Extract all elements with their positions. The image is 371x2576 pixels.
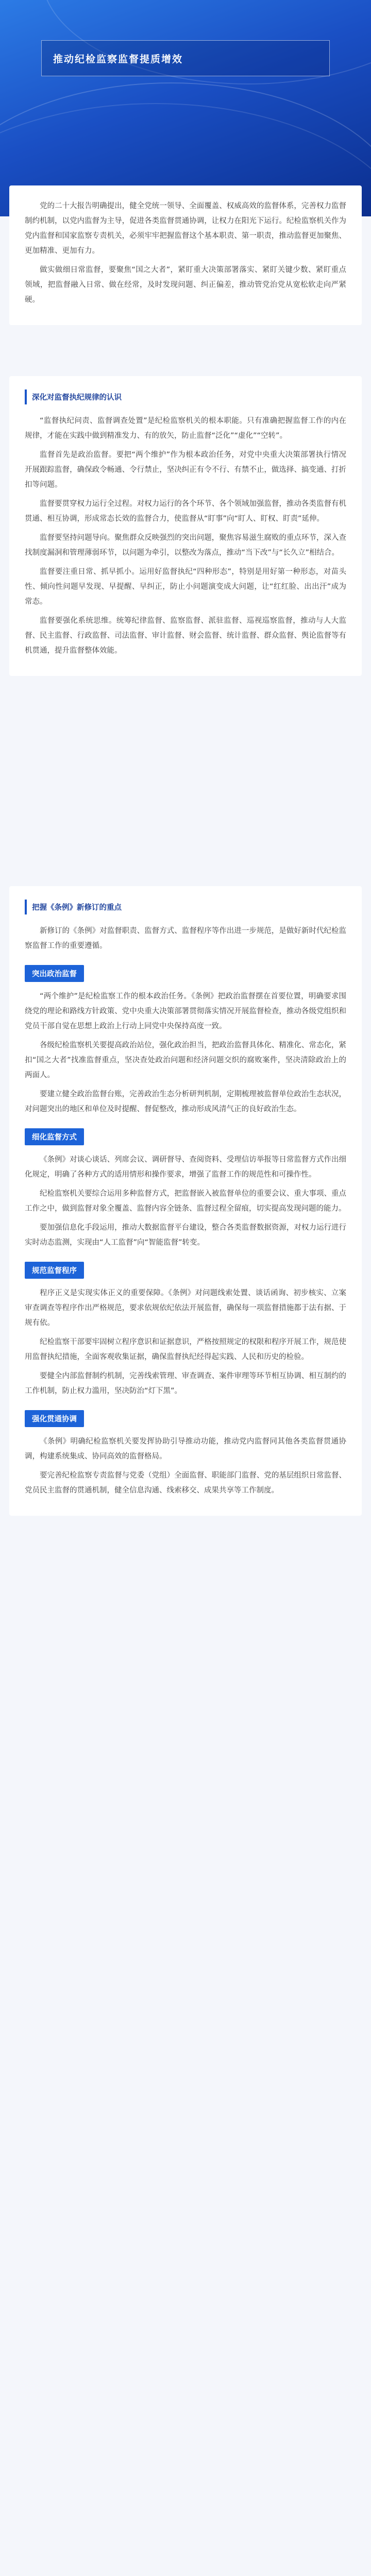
- section-1-paragraph: 监督要贯穿权力运行全过程。对权力运行的各个环节、各个领域加强监督，推动各类监督有机贯通、相互协调，形成常态长效的监督合力，使监督从“盯事”向“盯人、盯权、盯责”延伸。: [25, 500, 346, 523]
- section-2-subheading: 细化监督方式: [25, 1128, 84, 1145]
- section-1-paragraph: 监督首先是政治监督。要把“两个维护”作为根本政治任务，对党中央重大决策部署执行情况开展跟踪监督，确保政令畅通、令行禁止，坚决纠正有令不行、有禁不止，做选择、搞变通、打折扣等问题。: [25, 451, 346, 489]
- section-1-paragraph: “监督执纪问责、监督调查处置”是纪检监察机关的根本职能。只有准确把握监督工作的内在规律，才能在实践中做到精准发力、有的放矢，防止监督“泛化”“虚化”“空转”。: [25, 417, 346, 440]
- section-2-paragraph: “两个维护”是纪检监察工作的根本政治任务。《条例》把政治监督摆在首要位置，明确要求围绕党的理论和路线方针政策、党中央重大决策部署贯彻落实情况开展监督检查，推动各级党组织和党员干部自觉在思想上政治上行动上同党中央保持高度一致。: [25, 992, 346, 1030]
- section-2-paragraph: 《条例》对谈心谈话、列席会议、调研督导、查阅资料、受理信访举报等日常监督方式作出细化规定，明确了各种方式的适用情形和操作要求，增强了监督工作的规范性和可操作性。: [25, 1156, 346, 1179]
- section-2-subheading: 突出政治监督: [25, 965, 84, 982]
- intro-paragraph: 党的二十大报告明确提出，健全党统一领导、全面覆盖、权威高效的监督体系，完善权力监督制约机制，以党内监督为主导，促进各类监督贯通协调，让权力在阳光下运行。纪检监察机关作为党内监督和国家监察专责机关，必须牢牢把握监督这个基本职责、第一职责，推动监督更加聚焦、更加精准、更加有力。: [25, 202, 346, 255]
- section-2-paragraph: 各级纪检监察机关要提高政治站位，强化政治担当，把政治监督具体化、精准化、常态化，紧扣“国之大者”找准监督重点，坚决查处政治问题和经济问题交织的腐败案件，坚决清除政治上的两面人。: [25, 1041, 346, 1079]
- section-2-paragraph: 纪检监察干部要牢固树立程序意识和证据意识，严格按照规定的权限和程序开展工作，规范使用监督执纪措施，全面客观收集证据，确保监督执纪经得起实践、人民和历史的检验。: [25, 1338, 346, 1361]
- section-2-paragraph: 纪检监察机关要综合运用多种监督方式，把监督嵌入被监督单位的重要会议、重大事项、重点工作之中，做到监督对象全覆盖、监督内容全链条、监督过程全留痕，切实提高发现问题的能力。: [25, 1190, 346, 1213]
- section-2-title: 把握《条例》新修订的重点: [25, 900, 127, 914]
- section-2-paragraph: 《条例》明确纪检监察机关要发挥协助引导推动功能，推动党内监督同其他各类监督贯通协调，构建系统集成、协同高效的监督格局。: [25, 1437, 346, 1461]
- section-1-card: [9, 376, 362, 676]
- hero-banner: [0, 0, 371, 216]
- section-2-lead: 新修订的《条例》对监督职责、监督方式、监督程序等作出进一步规范，是做好新时代纪检监察监督工作的重要遵循。: [25, 927, 346, 950]
- section-2-paragraph: 要健全内部监督制约机制，完善线索管理、审查调查、案件审理等环节相互协调、相互制约的工作机制，防止权力滥用，坚决防治“灯下黑”。: [25, 1372, 346, 1395]
- intro-paragraph: 做实做细日常监督，要聚焦“国之大者”，紧盯重大决策部署落实、紧盯关键少数、紧盯重点领域，把监督融入日常、做在经常，及时发现问题、纠正偏差，推动管党治党从宽松软走向严紧硬。: [25, 266, 346, 304]
- hero-title-box: [41, 40, 330, 76]
- section-2-paragraph: 要加强信息化手段运用，推动大数据监督平台建设，整合各类监督数据资源，对权力运行进行实时动态监测，实现由“人工监督”向“智能监督”转变。: [25, 1224, 346, 1247]
- section-1-paragraph: 监督要坚持问题导向。聚焦群众反映强烈的突出问题，聚焦容易滋生腐败的重点环节，深入查找制度漏洞和管理薄弱环节，以问题为牵引，以整改为落点，推动“当下改”与“长久立”相结合。: [25, 534, 346, 557]
- section-2-card: [9, 886, 362, 1516]
- section-2-paragraph: 程序正义是实现实体正义的重要保障。《条例》对问题线索处置、谈话函询、初步核实、立案审查调查等程序作出严格规范，要求依规依纪依法开展监督，确保每一项监督措施都于法有据、于规有依。: [25, 1289, 346, 1327]
- section-2-paragraph: 要建立健全政治监督台账，完善政治生态分析研判机制，定期梳理被监督单位政治生态状况，对问题突出的地区和单位及时提醒、督促整改，推动形成风清气正的良好政治生态。: [25, 1090, 346, 1113]
- section-1-title: 深化对监督执纪规律的认识: [25, 389, 127, 404]
- section-2-paragraph: 要完善纪检监察专责监督与党委（党组）全面监督、职能部门监督、党的基层组织日常监督、党员民主监督的贯通机制，健全信息沟通、线索移交、成果共享等工作制度。: [25, 1471, 346, 1495]
- hero-title: 推动纪检监察监督提质增效: [53, 53, 183, 65]
- section-1-paragraph: 监督要强化系统思维。统筹纪律监督、监察监督、派驻监督、巡视巡察监督，推动与人大监督、民主监督、行政监督、司法监督、审计监督、财会监督、统计监督、群众监督、舆论监督等有机贯通，提升监督整体效能。: [25, 617, 346, 655]
- section-1-paragraph: 监督要注重日常、抓早抓小。运用好监督执纪“四种形态”，特别是用好第一种形态，对苗头性、倾向性问题早发现、早提醒、早纠正，防止小问题演变成大问题，让“红红脸、出出汗”成为常态。: [25, 568, 346, 606]
- intro-card: [9, 185, 362, 325]
- section-2-subheading: 规范监督程序: [25, 1262, 84, 1279]
- section-2-subheading: 强化贯通协调: [25, 1410, 84, 1427]
